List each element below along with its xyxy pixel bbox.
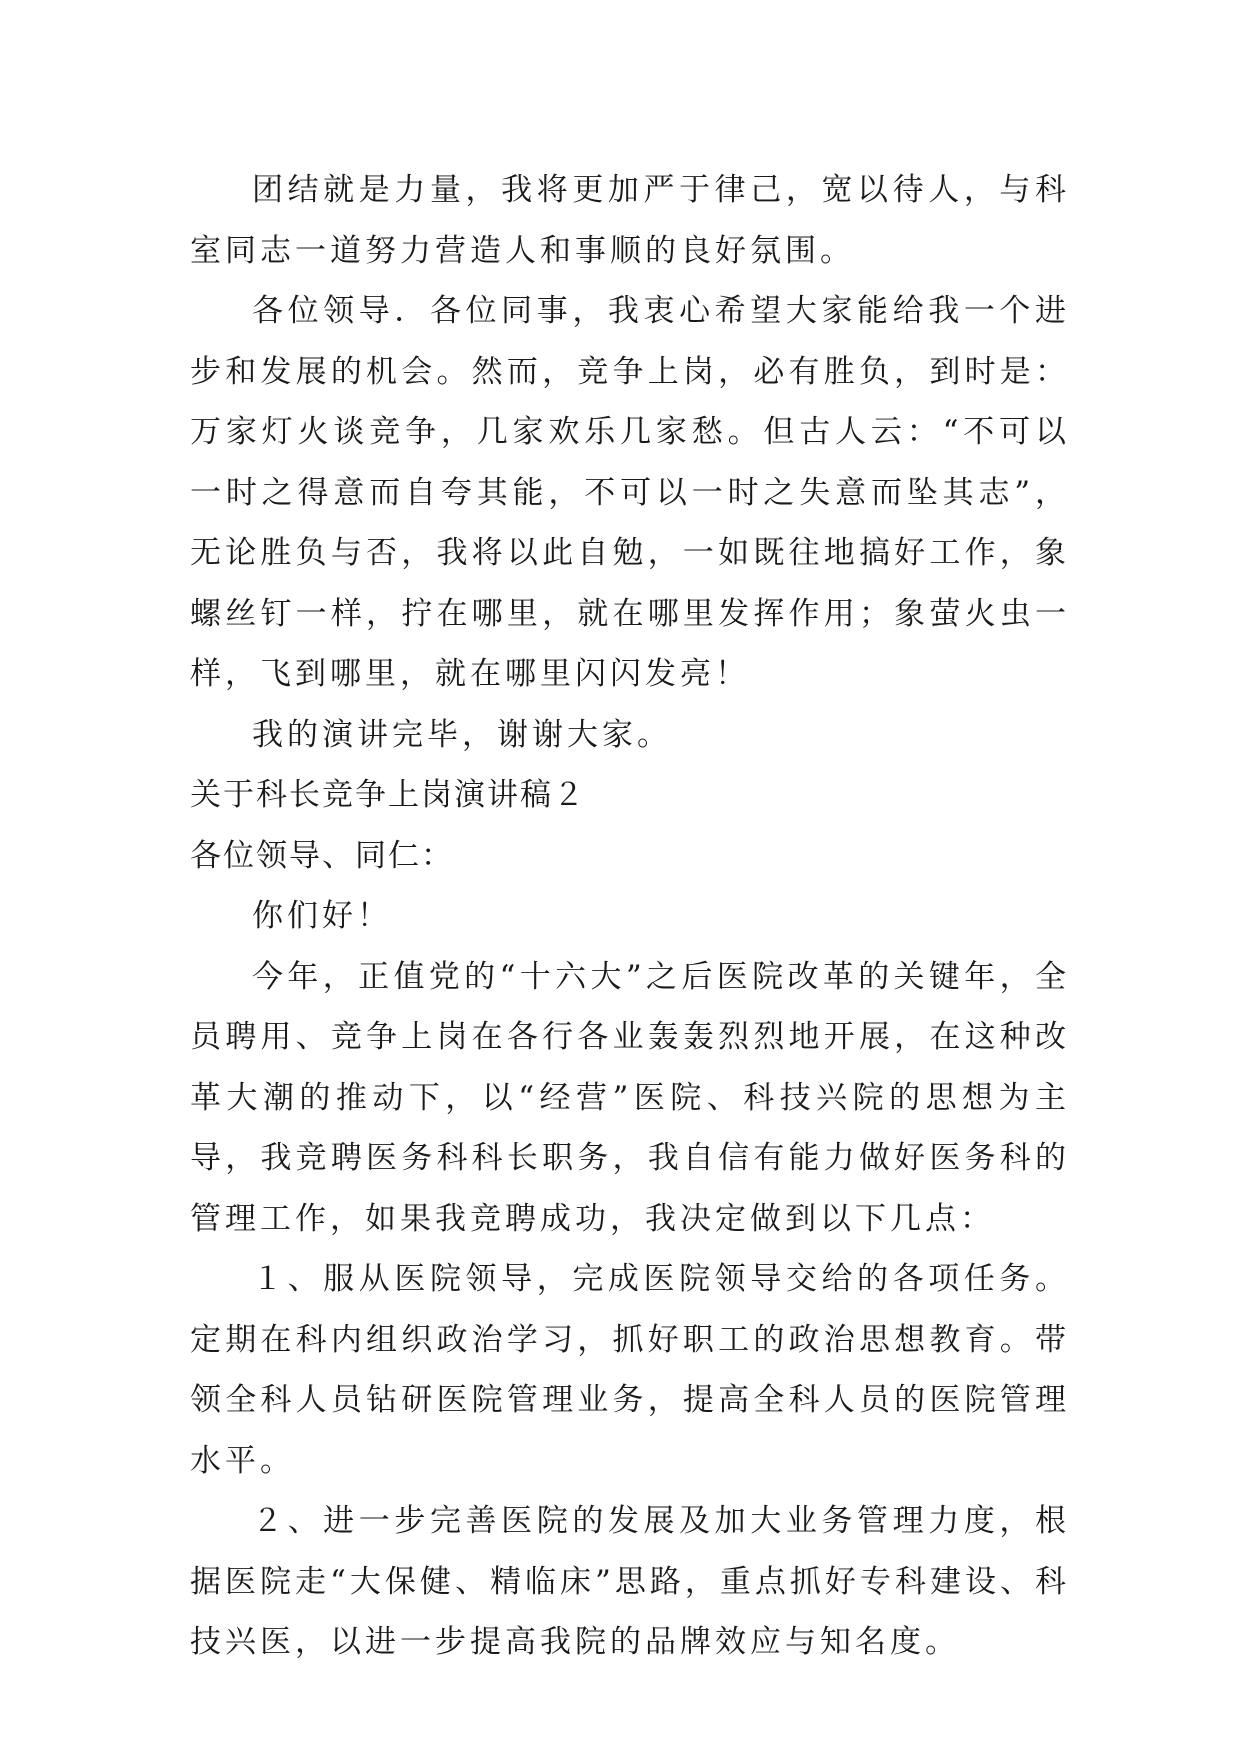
- paragraph: 我的演讲完毕，谢谢大家。: [252, 716, 672, 753]
- section-title: 关于科长竞争上岗演讲稿２: [190, 777, 586, 813]
- document-body: [190, 160, 1070, 1673]
- paragraph: 团结就是力量，我将更加严于律己，宽以待人，与科室同志一道努力营造人和事顺的良好氛围。: [190, 172, 1070, 269]
- list-item: ２、进一步完善医院的发展及加大业务管理力度，根据医院走“大保健、精临床”思路，重点抓好专科建设、科技兴医，以进一步提高我院的品牌效应与知名度。: [190, 1503, 1070, 1660]
- greeting: 你们好！: [252, 898, 392, 934]
- salutation: 各位领导、同仁：: [190, 837, 454, 874]
- paragraph: 各位领导．各位同事，我衷心希望大家能给我一个进步和发展的机会。然而，竞争上岗，必有胜负，到时是：万家灯火谈竞争，几家欢乐几家愁。但古人云：“不可以一时之得意而自夸其能，不可以一时之失意而坠其志”，无论胜负与否，我将以此自勉，一如既往地搞好工作，象螺丝钉一样，拧在哪里，就在哪里发挥作用；象萤火虫一样，飞到哪里，就在哪里闪闪发亮！: [190, 293, 1070, 692]
- paragraph: 今年，正值党的“十六大”之后医院改革的关键年，全员聘用、竞争上岗在各行各业轰轰烈烈地开展，在这种改革大潮的推动下，以“经营”医院、科技兴院的思想为主导，我竞聘医务科科长职务，我自信有能力做好医务科的管理工作，如果我竞聘成功，我决定做到以下几点：: [190, 958, 1070, 1237]
- list-item: １、服从医院领导，完成医院领导交给的各项任务。定期在科内组织政治学习，抓好职工的政治思想教育。带领全科人员钻研医院管理业务，提高全科人员的医院管理水平。: [190, 1261, 1070, 1479]
